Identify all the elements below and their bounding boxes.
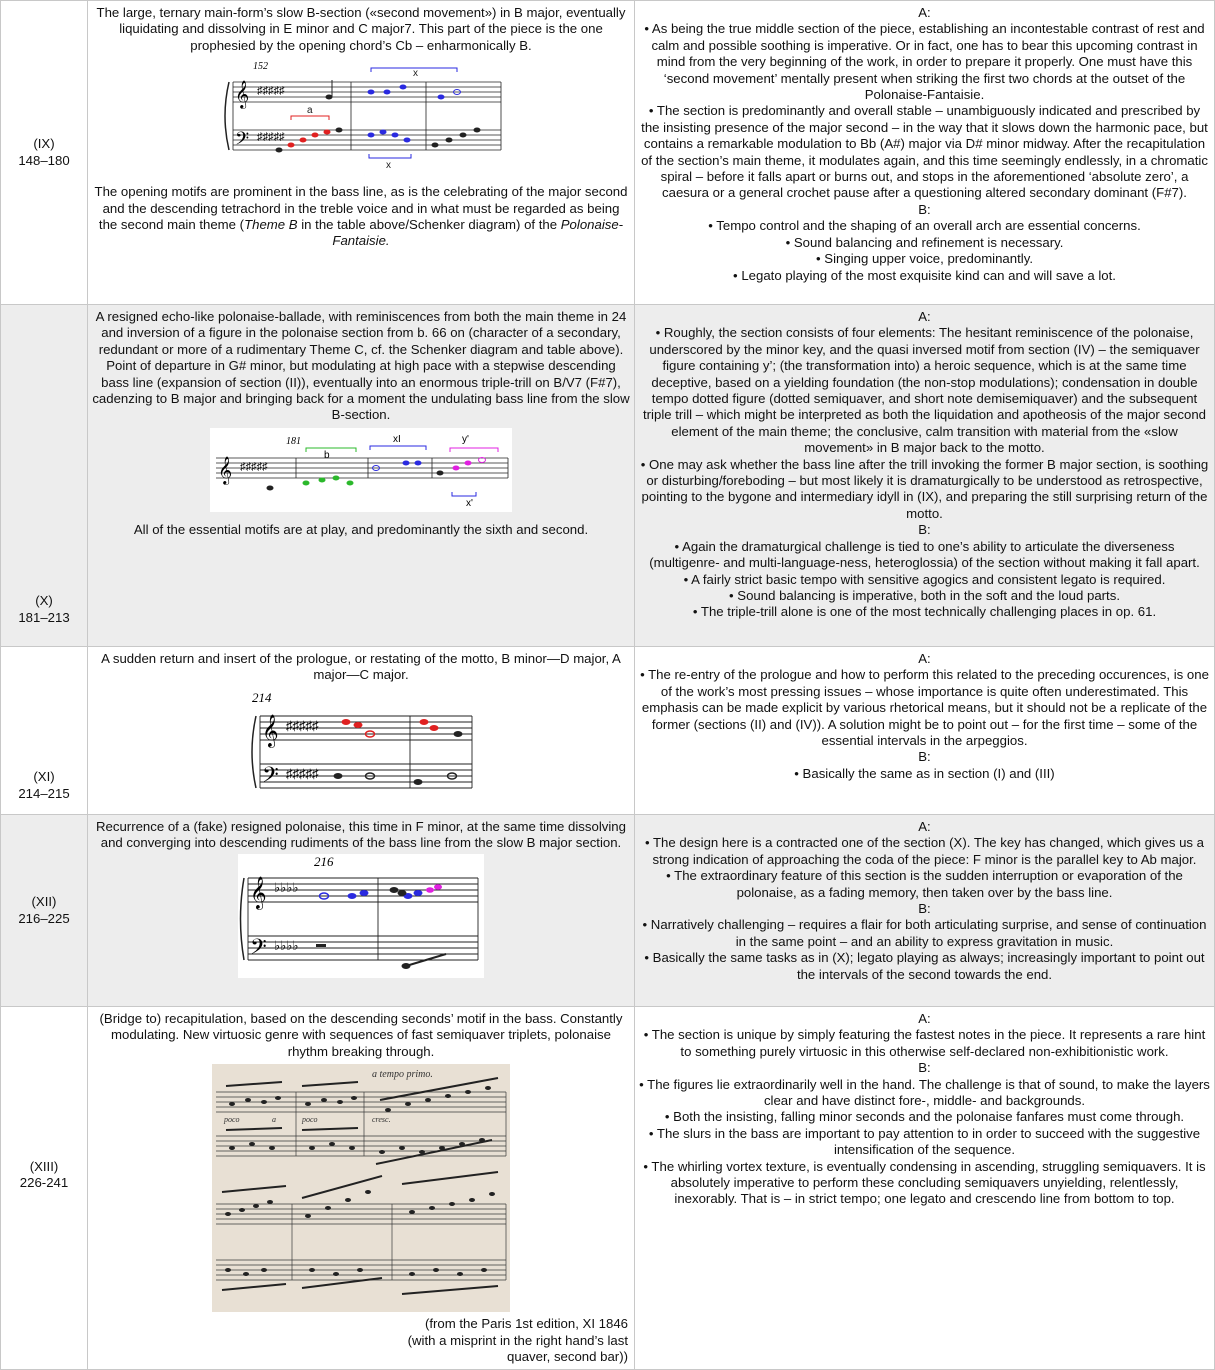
a-label: A: [918, 5, 931, 20]
motif-label: xI [393, 433, 401, 445]
section-number: (IX) [33, 136, 55, 152]
first-edition-facsimile [212, 1064, 510, 1312]
section-number: (XIII) [29, 1159, 59, 1174]
note-item: • Sound balancing is imperative, both in the soft and the loud parts. [729, 587, 1120, 603]
dynamic-marking: poco [224, 1115, 240, 1125]
description-cell [88, 815, 635, 1007]
note-item: • The re-entry of the prologue and how to perform this related to the preceding occurences, is one of the work’s most pressing issues – whose importance is quite often underestimated. This emphasis can be made explicit by various rhetorical means, but it should not be a replicate of the former (sections (II) and (IV)). A solution might be to point out – for the first time – some of the essential intervals in the arpeggios. [640, 667, 1209, 749]
a-label: A: [918, 651, 931, 666]
bar-number: 214 [252, 689, 272, 705]
dynamic-marking: poco [302, 1115, 318, 1125]
bar-number: 152 [253, 61, 268, 73]
motif-label: x [386, 160, 391, 171]
svg-text:𝄢: 𝄢 [262, 762, 279, 793]
note-item: • Again the dramaturgical challenge is tied to one’s ability to articulate the diverseness (multigenre- and multi-language-ness, heteroglossia) of the section without making it fall apart. [649, 538, 1200, 571]
section-number: (XII) [31, 894, 57, 910]
tempo-marking: a tempo primo. [372, 1069, 433, 1081]
svg-text:𝄢: 𝄢 [250, 934, 267, 965]
motif-label: y' [462, 433, 469, 445]
table-row [1, 1, 1215, 305]
svg-text:𝄢: 𝄢 [235, 129, 250, 155]
note-item: • One may ask whether the bass line after the trill invoking the former B major section, is soothing or disturbing/foreboding – but most likely it is dramaturgically to be understood as retrospective, pointing to the bygone and intermediary idyll in (IX), and preparing the still surprising return of the motto. [640, 456, 1209, 521]
table-row [1, 1007, 1215, 1370]
note-item: • The section is unique by simply featuring the fastest notes in the piece. It represents a rare hint to something purely virtuosic in this otherwise self-declared non-exhibitionistic work. [643, 1027, 1206, 1059]
notes-cell [635, 305, 1215, 647]
note-item: • As being the true middle section of the piece, establishing an incontestable contrast of rest and calm and possible soothing is imperative. Or in fact, one has to bear this upcoming contrast in mind from the very beginning of the work, in order to prepare it properly. One must have this ‘second movement’ mentally present when striking the first two chords at the outset of the Polonaise-Fantaisie. [644, 21, 1205, 103]
music-excerpt-152 [211, 60, 511, 170]
description-cell [88, 305, 635, 647]
note-item: • Basically the same tasks as in (X); legato playing as always; increasingly important to point out the intervals of the second towards the end. [644, 950, 1205, 982]
note-item: • The extraordinary feature of this section is the sudden interruption or evaporation of the polonaise, as a fading memory, then taken over by the bass line. [666, 868, 1183, 900]
note-item: • Narratively challenging – requires a flair for both articulating surprise, and sense of continuation in the same point – and an ability to express gravitation in music. [642, 917, 1207, 949]
music-excerpt-216 [238, 854, 484, 978]
note-item: • Basically the same as in section (I) and (III) [794, 765, 1055, 781]
description-text: (Bridge to) recapitulation, based on the descending seconds’ motif in the bass. Constantly modulating. New virtuosic genre with sequences of fast semiquaver triplets, polonaise rhythm breaking through. [99, 1011, 623, 1059]
notes-cell [635, 647, 1215, 815]
motif-label: x [413, 68, 418, 80]
svg-text:♭♭♭♭: ♭♭♭♭ [274, 937, 299, 953]
dynamic-marking: a [272, 1115, 276, 1125]
svg-text:𝄞: 𝄞 [235, 80, 250, 109]
a-label: A: [918, 309, 931, 324]
section-cell [1, 815, 88, 1007]
bar-range: 214–215 [18, 785, 70, 801]
note-item: • Tempo control and the shaping of an overall arch are essential concerns. [708, 218, 1141, 234]
b-label: B: [918, 522, 931, 538]
bar-range: 148–180 [18, 152, 70, 168]
section-cell [1, 647, 88, 815]
note-item: • Roughly, the section consists of four elements: The hesitant reminiscence of the polonaise, underscored by the minor key, and the quasi inversed motif from section (IV) – the semiquaver figure containing y’; (the transformation into) a heroic sequence, which is at the same time deceptive, based on a yielding foundation (the non-stop modulations); condensation in double tempo dotted figure (dotted semiquaver, and short note demisemiquaver) and the subsequent triple trill – which might be interpreted as both the liquidation and apotheosis of the major second element of the main theme; the conclusive, calm transition with material from the «slow movement» in B major back to the motto. [643, 325, 1206, 456]
svg-text:♯♯♯♯♯: ♯♯♯♯♯ [257, 131, 285, 144]
note-item: • Both the insisting, falling minor seconds and the polonaise fanfares must come through. [664, 1109, 1185, 1125]
note-item: • The figures lie extraordinarily well in the hand. The challenge is that of sound, to make the layers clear and have distinct fore-, middle- and backgrounds. [639, 1076, 1210, 1109]
bar-range: 226-241 [19, 1175, 69, 1191]
table-row [1, 647, 1215, 815]
description-cell [88, 1007, 635, 1370]
caption-line: (with a misprint in the right hand’s last [407, 1332, 628, 1348]
motif-label: a [307, 105, 313, 117]
section-cell [1, 1007, 88, 1370]
dynamic-marking: cresc. [372, 1115, 391, 1125]
note-item: • The slurs in the bass are important to pay attention to in order to succeed with the suggestive intensification of the sequence. [648, 1125, 1201, 1158]
note-item: • The section is predominantly and overall stable – unambiguously indicated and prescribed by the insisting presence of the major second – in the way that it slows down the harmonic pace, but contains a remarkable modulation to Bb (A#) major via D# minor midway. After the recapitulation of the section’s main theme, it modulates again, and this time seemingly endlessly, in a chromatic spiral – before it falls apart or burns out, and stops in the aforementioned ‘absolute zero’, a caesura or a general crochet pause after a questioning altered secondary dominant (F#7). [641, 103, 1208, 201]
description-text: All of the essential motifs are at play, and predominantly the sixth and second. [133, 521, 589, 537]
note-item: • The design here is a contracted one of the section (X). The key has changed, which gives us a strong indication of approaching the coda of the piece: F minor is the parallel key to Ab major. [644, 835, 1205, 867]
b-label: B: [918, 749, 931, 765]
table-row [1, 815, 1215, 1007]
section-cell [1, 305, 88, 647]
bar-number: 181 [286, 435, 301, 447]
bar-number: 216 [314, 853, 334, 869]
description-text: Recurrence of a (fake) resigned polonaise, this time in F minor, at the same time dissolving and converging into descending rudiments of the bass line from the slow B major section. [96, 819, 626, 851]
description-text: The opening motifs are prominent in the bass line, as is the celebrating of the major second and the descending tetrachord in the treble voice and in what must be regarded as being the second main theme (Theme B in the table above/Schenker diagram) of the Polonaise-Fantaisie. [94, 184, 628, 249]
music-excerpt-181 [210, 428, 512, 512]
caption-line: quaver, second bar)) [507, 1349, 628, 1365]
music-excerpt-214 [246, 688, 476, 798]
section-number: (X) [35, 593, 53, 609]
description-cell [88, 1, 635, 305]
bar-range: 216–225 [18, 910, 70, 926]
section-number: (XI) [33, 769, 55, 785]
svg-text:𝄞: 𝄞 [218, 455, 233, 484]
note-item: • A fairly strict basic tempo with sensitive agogics and consistent legato is required. [683, 571, 1166, 587]
note-item: • Legato playing of the most exquisite kind can and will save a lot. [733, 267, 1116, 283]
table-row [1, 305, 1215, 647]
notes-cell [635, 1, 1215, 305]
svg-text:♭♭♭♭: ♭♭♭♭ [274, 879, 299, 895]
note-item: • The whirling vortex texture, is eventually condensing in ascending, struggling semiquavers. It is absolutely imperative to perform these concluding semiquavers unyielding, relentlessly, inexorably. That is – in strict tempo; one legato and crescendo line from bottom to top. [643, 1158, 1206, 1207]
svg-text:𝄞: 𝄞 [250, 875, 267, 909]
motif-label: x' [466, 497, 473, 509]
svg-text:♯♯♯♯♯: ♯♯♯♯♯ [286, 765, 319, 781]
description-text: A sudden return and insert of the prologue, or restating of the motto, B minor—D major, A major—C major. [101, 651, 621, 683]
description-cell [88, 647, 635, 815]
a-label: A: [918, 819, 931, 834]
svg-text:♯♯♯♯♯: ♯♯♯♯♯ [257, 85, 285, 98]
b-label: B: [918, 901, 931, 917]
svg-text:𝄞: 𝄞 [262, 713, 279, 747]
motif-label: b [324, 449, 330, 461]
caption-line: (from the Paris 1st edition, XI 1846 [424, 1316, 628, 1332]
note-item: • Sound balancing and refinement is necessary. [785, 234, 1064, 250]
bar-range: 181–213 [18, 609, 70, 625]
description-text: The large, ternary main-form’s slow B-section («second movement») in B major, eventually liquidating and dissolving in E minor and C major7. This part of the piece is the one prophesied by the opening chord’s Cb – enharmonically B. [96, 5, 626, 53]
note-item: • The triple-trill alone is one of the most technically challenging places in op. 61. [692, 604, 1157, 620]
notes-cell [635, 1007, 1215, 1370]
note-item: • Singing upper voice, predominantly. [816, 251, 1033, 267]
svg-text:♯♯♯♯♯: ♯♯♯♯♯ [240, 460, 268, 473]
description-text: A resigned echo-like polonaise-ballade, with reminiscences from both the main theme in 24 and inversion of a figure in the polonaise section from b. 66 on (character of a secondary, redundant or more of a rudimentary Theme C, cf. the Schenker diagram and table above). Point of departure in G# minor, but modulating at high pace with a stepwise descending bass line (expansion of section (II)), eventually into an enormous triple-trill on B/V7 (F#7), cadenzing to B major and bringing back for a moment the undulating bass line from the slow B-section. [92, 309, 630, 423]
a-label: A: [918, 1011, 931, 1026]
notes-cell [635, 815, 1215, 1007]
svg-text:♯♯♯♯♯: ♯♯♯♯♯ [286, 717, 319, 733]
b-label: B: [918, 201, 931, 217]
b-label: B: [918, 1060, 931, 1076]
section-cell [1, 1, 88, 305]
